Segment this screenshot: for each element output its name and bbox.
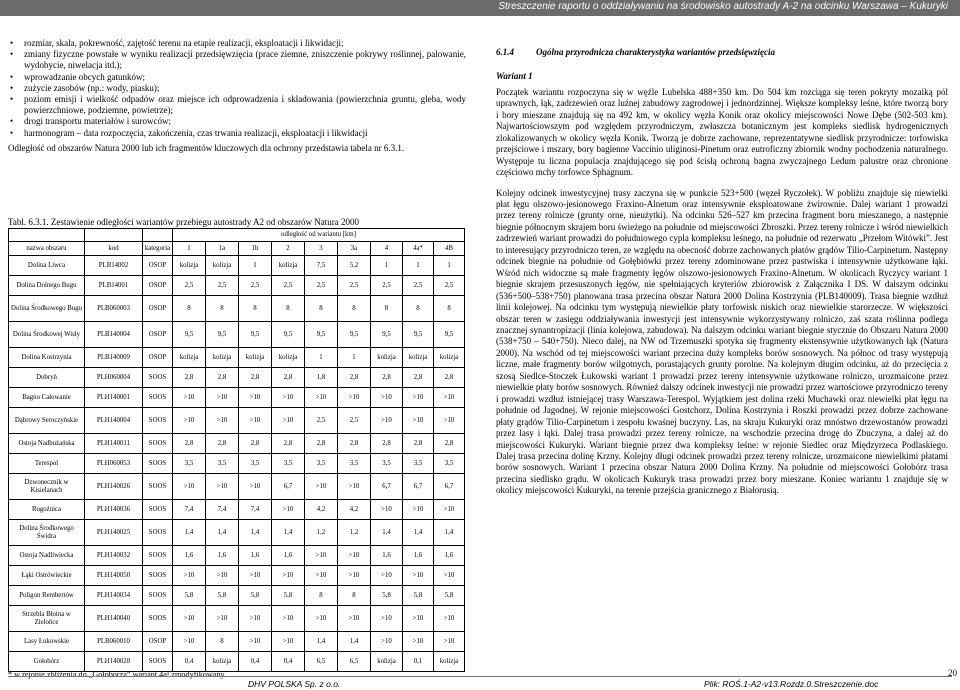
table-cell: PLH140001	[85, 388, 143, 408]
table-cell: >10	[173, 566, 206, 586]
footer-filename: Plik: ROŚ.1-A2-v13.Rozdz.0.Streszczenie.doc	[704, 679, 879, 689]
table-cell: >10	[305, 566, 338, 586]
table-cell: >10	[338, 566, 371, 586]
table-cell: >10	[239, 474, 272, 500]
right-column	[496, 47, 948, 497]
table-cell: SOOS	[143, 408, 173, 434]
table-cell: 6,7	[272, 474, 305, 500]
table-cell: 1,8	[305, 368, 338, 388]
table-cell: 1	[239, 256, 272, 276]
table-cell: 3,5	[403, 454, 434, 474]
table-cell: 1,4	[305, 632, 338, 652]
table-cell: 5,8	[272, 586, 305, 606]
paragraph: Odległość od obszarów Natura 2000 lub ich fragmentów kluczowych dla ochrony przedstawia tabela nr 6.3.1.	[8, 142, 405, 153]
table-cell: 1,4	[272, 520, 305, 546]
table-cell: Terespol	[9, 454, 85, 474]
table-cell: 2,8	[371, 434, 403, 454]
table-cell: >10	[239, 606, 272, 632]
list-item: • zmiany fizyczne powstałe w wyniku realizacji przedsięwzięcia (prace ziemne, zniszczenie pokrywy roślinnej, palowanie, wydobycie, niwelacja itd.);	[8, 49, 466, 71]
table-cell: 2,5	[173, 276, 206, 296]
table-cell: >10	[272, 500, 305, 520]
section-title: Ogólna przyrodnicza charakterystyka wariantów przedsięwzięcia	[536, 47, 776, 57]
section-heading	[496, 47, 948, 58]
table-cell: kolizja	[434, 348, 465, 368]
table-cell: PLB14001	[85, 276, 143, 296]
table-cell: 2,8	[434, 434, 465, 454]
table-header-cell: kategoria	[143, 242, 173, 256]
table-cell: kolizja	[206, 348, 239, 368]
table-cell: Rogoźnica	[9, 500, 85, 520]
table-cell: 3,5	[272, 454, 305, 474]
table-cell: 9,5	[403, 322, 434, 348]
table-cell: >10	[272, 408, 305, 434]
table-cell: Gołobórz	[9, 652, 85, 672]
table-cell: 1,2	[305, 520, 338, 546]
table-cell: >10	[305, 606, 338, 632]
table-cell: >10	[403, 500, 434, 520]
table-cell: >10	[371, 566, 403, 586]
table-cell: PLB140004	[85, 322, 143, 348]
table-cell: 9,5	[272, 322, 305, 348]
table-cell: >10	[434, 500, 465, 520]
table-cell: >10	[305, 388, 338, 408]
table-cell: 5,8	[173, 586, 206, 606]
table-cell: >10	[434, 388, 465, 408]
table-cell: >10	[239, 632, 272, 652]
table-cell: 2,5	[239, 276, 272, 296]
table-cell: Strzebla Błotna w Zielońce	[9, 606, 85, 632]
table-cell: 2,8	[173, 434, 206, 454]
table-cell: >10	[239, 408, 272, 434]
table-cell: kolizja	[434, 652, 465, 672]
table-cell: kolizja	[206, 652, 239, 672]
table-row	[9, 276, 465, 296]
table-cell: 6,7	[434, 474, 465, 500]
table-cell: 2,8	[338, 434, 371, 454]
table-cell: Dolina Środkowego Świdra	[9, 520, 85, 546]
table-cell: OSOP	[143, 322, 173, 348]
table-row	[9, 520, 465, 546]
table-cell: 7,4	[173, 500, 206, 520]
table-cell: OSOP	[143, 256, 173, 276]
table-cell: 9,5	[338, 322, 371, 348]
table-cell: 8	[434, 296, 465, 322]
table-cell: Dolina Środkowej Wisły	[9, 322, 85, 348]
table-cell: 1,6	[173, 546, 206, 566]
table-cell: PLH140028	[85, 652, 143, 672]
table-cell: PLB14002	[85, 256, 143, 276]
table-cell: 2,8	[305, 434, 338, 454]
table-cell: 1,6	[272, 546, 305, 566]
table-cell: 2,8	[272, 368, 305, 388]
table-cell: >10	[371, 500, 403, 520]
table-cell: PLH060053	[85, 454, 143, 474]
table-cell: >10	[239, 388, 272, 408]
table-cell: 3,5	[206, 454, 239, 474]
table-cell: Dzwonecznik w Kisielanach	[9, 474, 85, 500]
table-cell: >10	[403, 566, 434, 586]
table-header-cell: 1	[173, 242, 206, 256]
distance-table	[8, 228, 465, 672]
table-cell: 5,8	[239, 586, 272, 606]
table-cell: 9,5	[239, 322, 272, 348]
table-cell: 2,5	[434, 276, 465, 296]
table-cell: PLB060003	[85, 296, 143, 322]
table-cell: 9,5	[173, 322, 206, 348]
table-cell: OSOP	[143, 296, 173, 322]
table-row	[9, 500, 465, 520]
table-footnote: * w rejonie zbliżenia do „Gołoborza” wariant 4a¹ zmodyfikowany	[8, 670, 225, 679]
table-cell: Dolina Liwca	[9, 256, 85, 276]
table-cell: SOOS	[143, 520, 173, 546]
table-cell: kolizja	[173, 256, 206, 276]
table-header-cell: 1a	[206, 242, 239, 256]
table-cell: 8	[371, 296, 403, 322]
table-cell: OSOP	[143, 348, 173, 368]
table-cell: 3,5	[434, 454, 465, 474]
table-cell: >10	[403, 408, 434, 434]
table-cell: 2,8	[206, 368, 239, 388]
table-cell: Dąbrowy Seroczyńskie	[9, 408, 85, 434]
table-cell: 2,5	[305, 276, 338, 296]
table-header-cell: 3	[305, 242, 338, 256]
table-cell: OSOP	[143, 632, 173, 652]
table-cell: PLH140004	[85, 408, 143, 434]
table-cell: 1,4	[403, 520, 434, 546]
table-cell: kolizja	[272, 256, 305, 276]
table-cell: SOOS	[143, 454, 173, 474]
table-cell: PLH140025	[85, 520, 143, 546]
table-row	[9, 606, 465, 632]
list-item: • rozmiar, skala, pokrewność, zajętość terenu na etapie realizacji, eksploatacji i likwidacji;	[8, 38, 466, 49]
table-cell: SOOS	[143, 474, 173, 500]
table-cell: 2,5	[338, 276, 371, 296]
table-cell: 9,5	[434, 322, 465, 348]
table-cell: 1,2	[338, 520, 371, 546]
table-header-cell: 4B	[434, 242, 465, 256]
table-cell: >10	[338, 388, 371, 408]
table-header-cell: nazwa obszaru	[9, 242, 85, 256]
table-cell: PLB060010	[85, 632, 143, 652]
section-number: 6.1.4	[496, 47, 514, 57]
table-cell: 9,5	[371, 322, 403, 348]
table-row	[9, 388, 465, 408]
table-cell: 0,4	[239, 652, 272, 672]
table-cell: >10	[272, 606, 305, 632]
table-cell: 8	[338, 586, 371, 606]
table-cell: >10	[403, 388, 434, 408]
table-cell: 1,4	[338, 632, 371, 652]
table-cell: Lasy Łukowskie	[9, 632, 85, 652]
table-row	[9, 632, 465, 652]
table-cell: kolizja	[173, 348, 206, 368]
table-cell: kolizja	[403, 348, 434, 368]
table-cell: >10	[173, 606, 206, 632]
table-cell: 8	[338, 296, 371, 322]
table-cell: >10	[371, 388, 403, 408]
table-cell: >10	[206, 566, 239, 586]
table-header-blank	[9, 229, 85, 242]
table-cell: 7,4	[239, 500, 272, 520]
table-cell: kolizja	[239, 348, 272, 368]
table-cell: 3,5	[173, 454, 206, 474]
table-cell: 2,5	[272, 276, 305, 296]
table-cell: 3,5	[338, 454, 371, 474]
table-cell: 1,6	[434, 546, 465, 566]
table-cell: >10	[434, 408, 465, 434]
table-cell: Dolina Środkowego Bugu	[9, 296, 85, 322]
page-number: 20	[948, 668, 957, 678]
table-cell: 0,4	[173, 652, 206, 672]
table-cell: PLH140026	[85, 474, 143, 500]
table-cell: 1,4	[206, 520, 239, 546]
table-cell: SOOS	[143, 368, 173, 388]
table-cell: 1	[403, 256, 434, 276]
table-cell: PLH140050	[85, 566, 143, 586]
table-row	[9, 322, 465, 348]
table-cell: SOOS	[143, 652, 173, 672]
table-header-cell: 4	[371, 242, 403, 256]
table-cell: >10	[272, 388, 305, 408]
table-cell: >10	[434, 606, 465, 632]
table-header-blank	[143, 229, 173, 242]
table-header-cell: 2	[272, 242, 305, 256]
table-cell: 2,8	[272, 434, 305, 454]
table-row	[9, 434, 465, 454]
table-row	[9, 566, 465, 586]
table-cell: 1,6	[371, 546, 403, 566]
table-cell: SOOS	[143, 606, 173, 632]
table-cell: 2,8	[434, 368, 465, 388]
list-item: • drogi transportu materiałów i surowców;	[8, 116, 466, 127]
table-cell: 4,2	[338, 500, 371, 520]
table-cell: 1,4	[371, 520, 403, 546]
table-cell: PLH060004	[85, 368, 143, 388]
table-cell: PLB140009	[85, 348, 143, 368]
table-cell: 8	[403, 296, 434, 322]
table-cell: 5,8	[403, 586, 434, 606]
table-cell: 2,5	[371, 276, 403, 296]
table-cell: 2,5	[403, 276, 434, 296]
table-cell: PLH140036	[85, 500, 143, 520]
table-cell: SOOS	[143, 586, 173, 606]
table-row	[9, 348, 465, 368]
table-cell: OSOP	[143, 276, 173, 296]
table-cell: 2,5	[305, 408, 338, 434]
table-header-blank	[85, 229, 143, 242]
table-cell: >10	[173, 388, 206, 408]
table-cell: >10	[371, 606, 403, 632]
table-cell: 8	[239, 296, 272, 322]
table-cell: 1,6	[206, 546, 239, 566]
table-cell: >10	[371, 408, 403, 434]
table-cell: 1,6	[239, 546, 272, 566]
header-bar	[0, 0, 960, 16]
table-row	[9, 546, 465, 566]
table-cell: >10	[434, 566, 465, 586]
table-cell: 0,1	[403, 652, 434, 672]
table-cell: 6,7	[403, 474, 434, 500]
table-cell: >10	[403, 632, 434, 652]
table-cell: 1	[305, 348, 338, 368]
table-cell: 7,4	[206, 500, 239, 520]
table-cell: >10	[272, 566, 305, 586]
table-row	[9, 408, 465, 434]
table-cell: >10	[173, 408, 206, 434]
table-cell: >10	[173, 632, 206, 652]
table-cell: >10	[272, 632, 305, 652]
table-row	[9, 296, 465, 322]
table-cell: kolizja	[206, 256, 239, 276]
table-cell: >10	[206, 606, 239, 632]
table-cell: 2,8	[371, 368, 403, 388]
table-cell: 2,5	[206, 276, 239, 296]
paragraph: Początek wariantu rozpoczyna się w węźle Lubelska 488+350 km. Do 504 km rozciąga się teren pokryty mozaiką pól uprawnych, łąk, zadrzewień oraz luźnej zabudowy zagrodowej i jednordzinnej. Większe kompleksy leśne, które tworzą bory i bory mieszane znajdują się na 492 km, w okolicy węzła Konik oraz okolicy miejscowości Nowe Dębe (502-503 km). Najwartościowszym pod względem przyrodniczym, zwłaszcza botanicznym jest kompleks siedlisk hydrogenicznych zlokalizowanych w okolicy węzła Konik. Tworzą je dobrze zachowane, reprezentatywne siedlisk przyrodnicze: torfowiska przejściowe i mszary, bory bagienne Vaccinio uliginosi-Pinetum oraz eutroficzny zbiornik wodny pochodzenia naturalnego. Występuje tu liczna populacja znajdującego się pod ścisłą ochroną bagna zwyczajnego Ledum palustre oraz chronione częściowo mchy torfowce Sphagnum.	[496, 86, 948, 178]
table-header-cell: kod	[85, 242, 143, 256]
table-cell: 2,8	[239, 434, 272, 454]
table-cell: 1	[338, 348, 371, 368]
variant-heading: Wariant 1	[496, 71, 533, 82]
table-cell: 8	[272, 296, 305, 322]
table-cell: 1,4	[239, 520, 272, 546]
table-cell: 8	[173, 296, 206, 322]
table-cell: Dolina Dolnego Bugu	[9, 276, 85, 296]
table-cell: >10	[338, 606, 371, 632]
table-cell: kolizja	[371, 652, 403, 672]
table-cell: >10	[434, 632, 465, 652]
table-row	[9, 454, 465, 474]
paragraph: Kolejny odcinek inwestycyjnej trasy zaczyna się w punkcie 523+500 (węzeł Ryczołek). W pobliżu znajduje się niewielki płat łęgu olszowo-jesionowego Fraxino-Alnetum oraz intensywnie eksploatowane żwirownie. Dalej wariant 1 prowadzi przez tereny rolnicze (grunty orne, nieużytki). Na odcinku 526–527 km przecina fragment boru mieszanego, a następnie biegnie północnym skrajem boru świeżego na południe od miejscowości Zbroszki. Przez tereny rolnicze i wśród niewielkich zadrzewień wariant prowadzi do południowego cypla kompleksu leśnego, na południe od rezerwatu „Przełom Witówki”. Jest to interesujący przyrodniczo teren, ze względu na obecność dobrze zachowanych płatów grądów Tilio-Carpinetum. Następny odcinek biegnie na południe od Gołębiówki przez tereny zdominowane przez pastwiska i intensywnie użytkowane łąki. Wśród nich widoczne są małe fragmenty łęgów olszowo-jesionowych Fraxino-Alnetum. W okolicach Ryczycy wariant 1 biegnie skrajem przesuszonych łęgów, nie spełniających kryteriów zbiorowisk z Załącznika I DS. W dalszym odcinku (536+500–538+750) planowana trasa przecina obszar Natura 2000 Dolina Kostrzynia (PLB140009). Trasa biegnie wzdłuż linii kolejowej. Na odcinku tym występują niewielkie płaty torfowisk niskich oraz niewielkie starorzecze. W większości obszar teren w zasięgu oddziaływania inwestycji jest intensywnie wykorzystywany rolniczo, zaś szata roślinna podlega znacznej synantropizacji (linia kolejowa, zabudowa). Na dalszym odcinku wariant biegnie stycznie do Obszaru Natura 2000 (538+750 – 540+750). Nieco dalej, na NW od Trzemuszki spotyka się fragmenty ekstensywnie użytkowanych łąk (Natura 2000). Na wschód od tej miejscowości wariant przecina duży kompleks borów sosnowych. Na północ od trasy występują liczne, małe fragmenty borów wilgotnych, porastających grunty porolne. Na kolejnym długim odcinku, aż do przecięcia z szosą Siedlce-Stoczek Łukowski wariant 1 prowadzi przez tereny intensywnie użytkowane rolniczo, urozmaicone przez niewielkie płaty borów sosnowych. Również dalszy odcinek inwestycji nie prowadzi przez wartościowe przyrodniczo tereny i prowadzi wzdłuż istniejącej trasy Warszawa-Terespol. Wyjątkiem jest dolina rzeki Muchawki oraz niewielki płat łęgu na południe od Jagodnej. W rejonie miejscowości Gostchorz, Dolina Kostrzynia i Roszki prowadzi przez dobrze zachowane płaty grądów Tilio-Carpinetum i zespołu kwaśnej buczyny. Las, na skraju Kukuryki oraz mnóstwo drzewostanów prowadzi przez lasy i łąki. Dalej trasa prowadzi przez tereny rolnicze, na wschodzie przecina drogę do Zbuczyna, a dalej aż do miejscowości Kukuryki. Wariant biegnie przez dwa kompleksy leśne: w rejonie Siedlec oraz Międzyrzeca Podlaskiego. Dalej trasa przecina dolinę Krzny. Kolejny długi odcinek prowadzi przez tereny rolnicze, urozmaicone niewielkimi płatami borów sosnowych. Wariant 1 przecina obszar Natura 2000 Dolina Krzny. Na południe od miejscowości Gołobórz trasa przecina siedlisko grądu. W okolicach Kukuryk trasa prowadzi przez bory mieszane. Koniec wariantu 1 znajduje się w okolicy miejscowości Kukuryki, na terenie przejścia granicznego z Białorusią.	[496, 187, 948, 496]
table-cell: 5,8	[206, 586, 239, 606]
table-row	[9, 474, 465, 500]
list-item: • harmonogram – data rozpoczęcia, zakończenia, czas trwania realizacji, eksploatacji i likwidacji	[8, 128, 466, 139]
table-cell: >10	[305, 546, 338, 566]
table-header-cell: 1b	[239, 242, 272, 256]
table-cell: Dolina Kostrzynia	[9, 348, 85, 368]
table-cell: >10	[239, 566, 272, 586]
table-cell: PLH140011	[85, 434, 143, 454]
table-cell: 5,8	[434, 586, 465, 606]
table-cell: 2,8	[239, 368, 272, 388]
table-cell: 8	[206, 632, 239, 652]
table-cell: Poligon Rembertów	[9, 586, 85, 606]
table-cell: 1	[434, 256, 465, 276]
table-header-cell: 3a	[338, 242, 371, 256]
list-item: • poziom emisji i wielkość odpadów oraz miejsce ich odprowadzenia i składowania (powierzchnia gruntu, gleba, wody powierzchniowe, podziemne, powietrze);	[8, 94, 466, 116]
table-cell: PLH140040	[85, 606, 143, 632]
table-cell: Ostoja Nadbużańska	[9, 434, 85, 454]
table-cell: PLH140034	[85, 586, 143, 606]
table-cell: 8	[305, 296, 338, 322]
table-cell: 1	[371, 256, 403, 276]
table-cell: Ostoja Nadliwiecka	[9, 546, 85, 566]
left-column	[8, 38, 466, 154]
table-cell: >10	[206, 408, 239, 434]
table-cell: 9,5	[305, 322, 338, 348]
table-cell: 1,4	[434, 520, 465, 546]
table-cell: Dobryń	[9, 368, 85, 388]
table-cell: kolizja	[371, 348, 403, 368]
table-cell: 2,8	[338, 368, 371, 388]
footer-divider	[8, 676, 952, 677]
table-cell: >10	[305, 474, 338, 500]
table-row	[9, 256, 465, 276]
table-cell: 7,5	[305, 256, 338, 276]
table-cell: >10	[173, 474, 206, 500]
table-cell: 4,2	[305, 500, 338, 520]
table-cell: 2,5	[338, 408, 371, 434]
table-row	[9, 652, 465, 672]
table-cell: 2,8	[403, 368, 434, 388]
table-cell: >10	[338, 546, 371, 566]
table-cell: >10	[206, 474, 239, 500]
header-title: Streszczenie raportu o oddziaływaniu na środowisko autostrady A-2 na odcinku Warszawa – Kukuryki	[498, 1, 948, 12]
table-cell: SOOS	[143, 388, 173, 408]
table-cell: Bagno Całowanie	[9, 388, 85, 408]
table-cell: 8	[305, 586, 338, 606]
table-cell: 6,7	[371, 474, 403, 500]
table-cell: SOOS	[143, 566, 173, 586]
table-cell: 2,8	[403, 434, 434, 454]
table-cell: 8	[206, 296, 239, 322]
table-cell: SOOS	[143, 500, 173, 520]
table-cell: 9,5	[206, 322, 239, 348]
footer-company: DHV POLSKA Sp. z o.o.	[248, 679, 341, 689]
table-cell: SOOS	[143, 434, 173, 454]
list-item: • zużycie zasobów (np.: wody, piasku);	[8, 83, 466, 94]
table-cell: 2,8	[173, 368, 206, 388]
table-cell: PLH140032	[85, 546, 143, 566]
table-row	[9, 586, 465, 606]
table-cell: >10	[206, 388, 239, 408]
table-cell: 2,8	[206, 434, 239, 454]
table-cell: 1,4	[173, 520, 206, 546]
list-item: • wprowadzanie obcych gatunków;	[8, 72, 466, 83]
table-cell: 0,4	[272, 652, 305, 672]
table-row	[9, 368, 465, 388]
table-cell: 3,5	[239, 454, 272, 474]
table-cell: 5,8	[371, 586, 403, 606]
table-cell: 6,5	[338, 652, 371, 672]
table-group-header: odległość od wariantu [km]	[173, 229, 465, 242]
table-cell: 1,6	[403, 546, 434, 566]
table-cell: 6,5	[305, 652, 338, 672]
table-cell: 3,5	[305, 454, 338, 474]
table-cell: >10	[403, 606, 434, 632]
table-cell: Łąki Ostrówieckie	[9, 566, 85, 586]
table-cell: kolizja	[272, 348, 305, 368]
table-header-cell: 4a*	[403, 242, 434, 256]
table-caption: Tabl. 6.3.1. Zestawienie odległości wariantów przebiegu autostrady A2 od obszarów Natura 2000	[8, 217, 360, 227]
table-cell: >10	[338, 474, 371, 500]
table-cell: 5,2	[338, 256, 371, 276]
table-cell: SOOS	[143, 546, 173, 566]
table-cell: >10	[371, 632, 403, 652]
table-cell: 3,5	[371, 454, 403, 474]
